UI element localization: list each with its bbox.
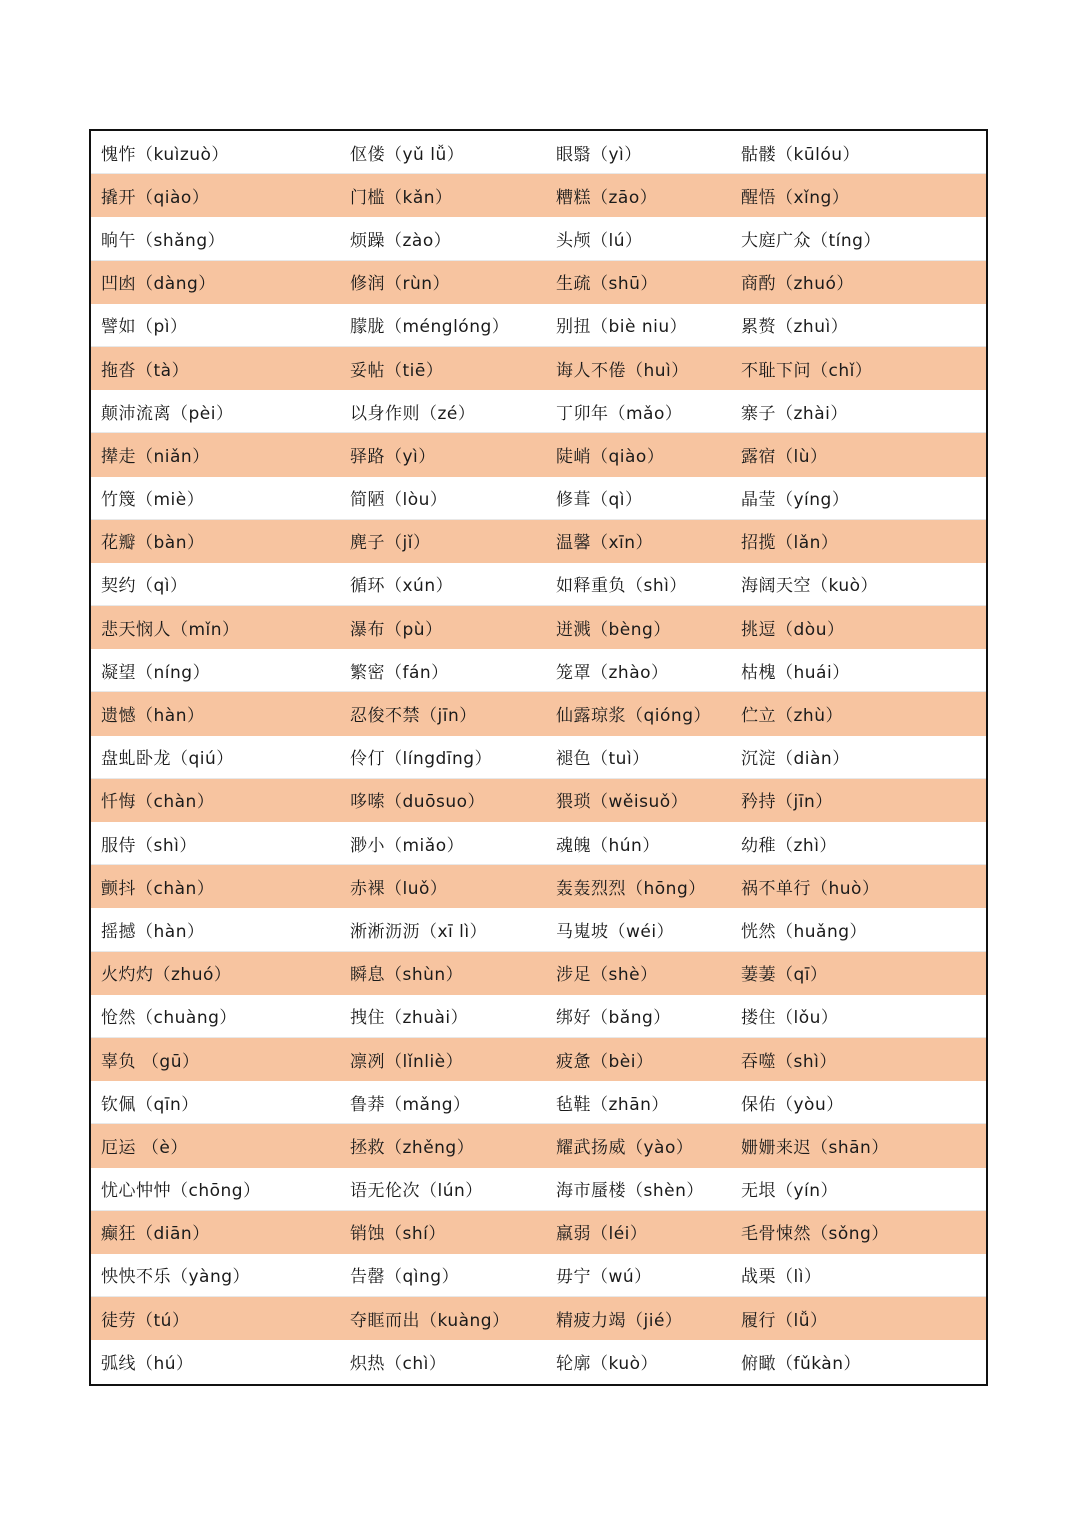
vocab-entry: 眼翳（yì） [556,144,642,165]
vocab-entry: 伫立（zhù） [741,706,843,727]
vocab-entry: 笼罩（zhào） [556,662,669,683]
vocab-entry: 拽住（zhuài） [350,1008,469,1029]
vocab-entry: 销蚀（shí） [350,1224,446,1245]
vocab-entry: 颠沛流离（pèi） [101,403,234,424]
vocab-entry: 战栗（lì） [741,1267,822,1288]
table-row [91,433,986,476]
table-row [91,649,986,692]
vocab-entry: 毡鞋（zhān） [556,1094,669,1115]
vocab-entry: 炽热（chì） [350,1354,447,1375]
vocab-entry: 繁密（fán） [350,662,449,683]
vocab-entry: 涉足（shè） [556,965,658,986]
table-row [91,908,986,951]
vocab-entry: 诲人不倦（huì） [556,360,689,381]
table-row [91,520,986,563]
table-row [91,952,986,995]
vocab-entry: 俯瞰（fǔkàn） [741,1354,861,1375]
vocab-entry: 悲天悯人（mǐn） [101,619,240,640]
vocab-entry: 醒悟（xǐng） [741,187,850,208]
vocab-entry: 忧心忡忡（chōng） [101,1181,261,1202]
vocab-entry: 瀑布（pù） [350,619,443,640]
vocab-entry: 魂魄（hún） [556,835,660,856]
vocab-entry: 告罄（qìng） [350,1267,460,1288]
vocab-entry: 门槛（kǎn） [350,187,453,208]
vocab-entry: 弧线（hú） [101,1354,194,1375]
vocab-entry: 花瓣（bàn） [101,533,205,554]
vocab-entry: 厄运 （è） [101,1137,188,1158]
vocab-entry: 轰轰烈烈（hōng） [556,878,706,899]
vocab-entry: 轮廓（kuò） [556,1354,658,1375]
table-row [91,1124,986,1167]
vocab-entry: 赤裸（luǒ） [350,878,448,899]
vocab-entry: 摇撼（hàn） [101,921,205,942]
vocab-entry: 姗姗来迟（shān） [741,1137,889,1158]
vocab-entry: 挑逗（dòu） [741,619,845,640]
table-row [91,822,986,865]
vocab-entry: 别扭（biè niu） [556,317,688,338]
vocab-entry: 麂子（jǐ） [350,533,431,554]
vocab-entry: 癫狂（diān） [101,1224,210,1245]
vocab-entry: 妥帖（tiē） [350,360,444,381]
vocab-entry: 猥琐（wěisuǒ） [556,792,689,813]
vocab-entry: 大庭广众（tíng） [741,230,881,251]
vocab-entry: 愧怍（kuìzuò） [101,144,229,165]
vocab-entry: 凹凼（dàng） [101,274,216,295]
vocab-entry: 马嵬坡（wéi） [556,921,675,942]
table-row [91,692,986,735]
vocab-entry: 驿路（yì） [350,446,436,467]
table-row [91,1254,986,1297]
vocab-entry: 露宿（lù） [741,446,828,467]
table-row [91,779,986,822]
vocab-entry: 修葺（qì） [556,490,643,511]
vocab-entry: 羸弱（léi） [556,1224,648,1245]
vocab-entry: 头颅（lú） [556,230,643,251]
table-row [91,217,986,260]
vocab-entry: 凝望（níng） [101,662,211,683]
vocab-entry: 骷髅（kūlóu） [741,144,861,165]
vocab-entry: 丁卯年（mǎo） [556,403,683,424]
vocab-entry: 哆嗦（duōsuo） [350,792,485,813]
vocab-entry: 瞬息（shùn） [350,965,464,986]
vocab-entry: 生疏（shū） [556,274,658,295]
table-row [91,131,986,174]
vocab-entry: 毛骨悚然（sǒng） [741,1224,889,1245]
vocab-entry: 以身作则（zé） [350,403,476,424]
vocab-entry: 祸不单行（huò） [741,878,880,899]
vocab-entry: 晶莹（yíng） [741,490,850,511]
vocab-entry: 毋宁（wú） [556,1267,652,1288]
vocab-entry: 不耻下问（chǐ） [741,360,873,381]
table-row [91,304,986,347]
vocab-entry: 忍俊不禁（jīn） [350,706,477,727]
vocab-entry: 商酌（zhuó） [741,274,854,295]
vocab-entry: 疲惫（bèi） [556,1051,654,1072]
vocab-entry: 耀武扬威（yào） [556,1137,694,1158]
table-row [91,563,986,606]
vocab-entry: 辜负 （gū） [101,1051,200,1072]
vocab-entry: 盘虬卧龙（qiú） [101,749,234,770]
vocab-entry: 褪色（tuì） [556,749,650,770]
vocab-entry: 海市蜃楼（shèn） [556,1181,704,1202]
vocab-entry: 竹篾（miè） [101,490,205,511]
vocab-entry: 怏怏不乐（yàng） [101,1267,251,1288]
vocab-entry: 累赘（zhuì） [741,317,849,338]
table-row [91,174,986,217]
vocab-entry: 钦佩（qīn） [101,1094,199,1115]
vocab-entry: 海阔天空（kuò） [741,576,878,597]
table-row [91,1168,986,1211]
vocab-entry: 撵走（niǎn） [101,446,210,467]
vocab-entry: 渺小（miǎo） [350,835,465,856]
vocab-entry: 凛冽（lǐnliè） [350,1051,464,1072]
vocab-entry: 循环（xún） [350,576,454,597]
vocab-entry: 拯救（zhěng） [350,1137,475,1158]
vocab-entry: 简陋（lòu） [350,490,448,511]
vocab-entry: 遗憾（hàn） [101,706,205,727]
vocab-entry: 恍然（huǎng） [741,921,868,942]
vocab-entry: 语无伦次（lún） [350,1181,483,1202]
table-row [91,477,986,520]
vocab-entry: 伶仃（língdīng） [350,749,493,770]
table-row [91,1211,986,1254]
vocab-entry: 精疲力竭（jié） [556,1310,683,1331]
vocab-entry: 拖沓（tà） [101,360,190,381]
table-row [91,261,986,304]
vocab-entry: 仙露琼浆（qióng） [556,706,711,727]
vocab-entry: 淅淅沥沥（xī lì） [350,921,488,942]
vocab-entry: 颤抖（chàn） [101,878,215,899]
vocab-entry: 无垠（yín） [741,1181,839,1202]
vocab-entry: 幼稚（zhì） [741,835,837,856]
vocab-entry: 绑好（bǎng） [556,1008,671,1029]
vocab-entry: 招揽（lǎn） [741,533,839,554]
vocab-entry: 夺眶而出（kuàng） [350,1310,510,1331]
vocab-entry: 如释重负（shì） [556,576,687,597]
vocab-entry: 搂住（lǒu） [741,1008,839,1029]
vocab-entry: 徒劳（tú） [101,1310,190,1331]
table-row [91,390,986,433]
vocabulary-table [89,129,988,1386]
table-row [91,606,986,649]
table-row [91,865,986,908]
vocab-entry: 服侍（shì） [101,835,197,856]
vocab-entry: 晌午（shǎng） [101,230,226,251]
vocab-entry: 迸溅（bèng） [556,619,671,640]
vocab-entry: 撬开（qiào） [101,187,210,208]
vocab-entry: 契约（qì） [101,576,188,597]
vocab-entry: 朦胧（ménglóng） [350,317,510,338]
table-row [91,736,986,779]
table-row [91,1340,986,1383]
vocab-entry: 火灼灼（zhuó） [101,965,232,986]
vocab-entry: 寨子（zhài） [741,403,848,424]
vocab-entry: 吞噬（shì） [741,1051,837,1072]
vocab-entry: 糟糕（zāo） [556,187,658,208]
vocab-entry: 温馨（xīn） [556,533,654,554]
vocab-entry: 陡峭（qiào） [556,446,665,467]
table-row [91,995,986,1038]
vocab-entry: 沉淀（diàn） [741,749,850,770]
vocab-entry: 矜持（jīn） [741,792,833,813]
table-row [91,1081,986,1124]
vocab-entry: 保佑（yòu） [741,1094,844,1115]
vocab-entry: 怆然（chuàng） [101,1008,237,1029]
vocab-entry: 伛偻（yǔ lǚ） [350,144,465,165]
vocab-entry: 譬如（pì） [101,317,188,338]
vocab-entry: 鲁莽（mǎng） [350,1094,471,1115]
vocab-entry: 履行（lǚ） [741,1310,828,1331]
vocab-entry: 忏悔（chàn） [101,792,215,813]
vocab-entry: 萋萋（qī） [741,965,828,986]
table-row [91,1038,986,1081]
vocab-entry: 烦躁（zào） [350,230,452,251]
table-row [91,1297,986,1340]
vocab-entry: 修润（rùn） [350,274,451,295]
table-row [91,347,986,390]
vocab-entry: 枯槐（huái） [741,662,850,683]
